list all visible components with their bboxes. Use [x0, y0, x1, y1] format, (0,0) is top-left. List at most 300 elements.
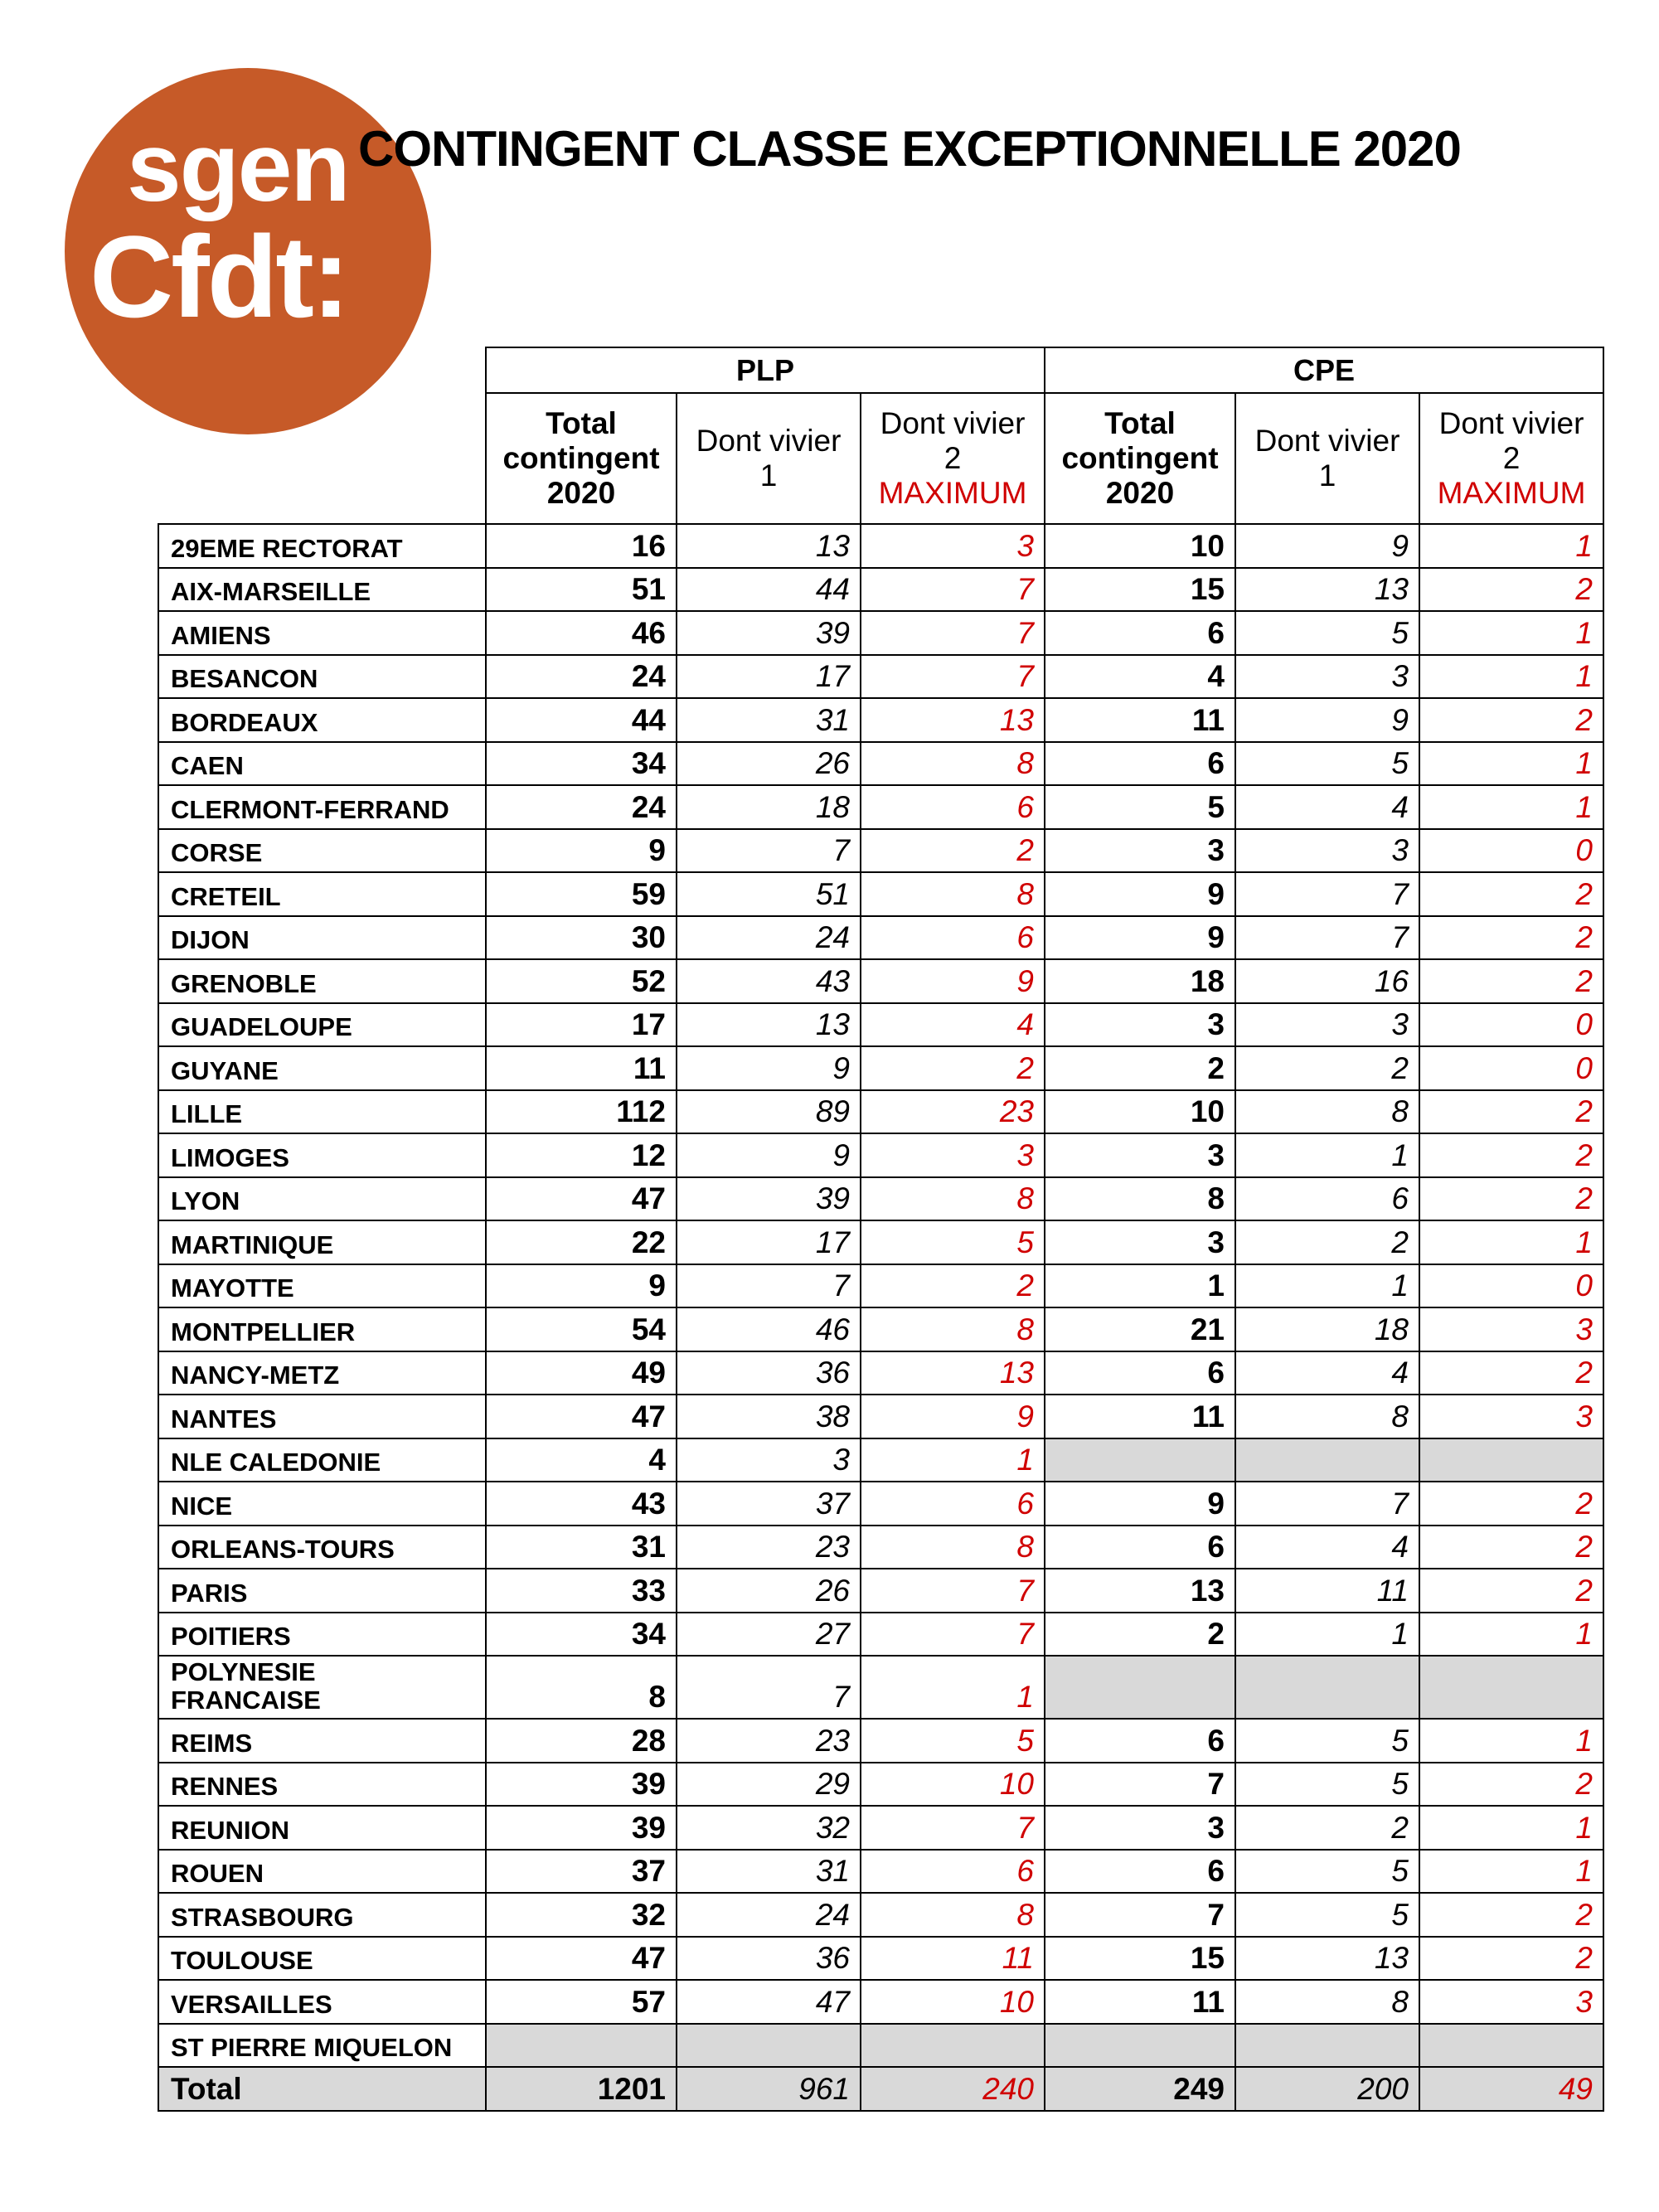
- cell-plp-total: 9: [486, 829, 677, 873]
- cell-plp-vivier2: 7: [861, 1806, 1045, 1850]
- row-academie-name: TOULOUSE: [158, 1937, 486, 1981]
- col-header-vivier1-plp: Dont vivier 1: [677, 393, 861, 524]
- total-plp-vivier2: 240: [861, 2067, 1045, 2111]
- row-academie-name: CAEN: [158, 742, 486, 786]
- row-academie-name: LIMOGES: [158, 1133, 486, 1177]
- cell-cpe-vivier2: 2: [1419, 1526, 1603, 1569]
- cell-cpe-total-empty: [1045, 1438, 1235, 1482]
- logo-text-cfdt: Cfdt:: [90, 211, 348, 342]
- cell-plp-total: 37: [486, 1850, 677, 1894]
- cell-plp-total: 24: [486, 785, 677, 829]
- cell-plp-total: 9: [486, 1264, 677, 1308]
- cell-plp-vivier2: 7: [861, 655, 1045, 699]
- cell-plp-vivier1: 31: [677, 698, 861, 742]
- cell-cpe-vivier1: 18: [1235, 1307, 1419, 1351]
- cell-plp-vivier2: 5: [861, 1719, 1045, 1763]
- cell-plp-vivier1: 39: [677, 611, 861, 655]
- table-row: [158, 1395, 1603, 1438]
- cell-plp-vivier2: 5: [861, 1220, 1045, 1264]
- cell-plp-total: 17: [486, 1003, 677, 1047]
- col-header-total-cpe: Total contingent 2020: [1045, 393, 1235, 524]
- cell-plp-vivier1: 9: [677, 1133, 861, 1177]
- cell-plp-vivier2: 7: [861, 568, 1045, 612]
- cell-cpe-vivier2: 3: [1419, 1980, 1603, 2024]
- cell-cpe-vivier1: 7: [1235, 916, 1419, 960]
- table-row: [158, 1482, 1603, 1526]
- table-row: [158, 655, 1603, 699]
- row-academie-name: MARTINIQUE: [158, 1220, 486, 1264]
- cell-cpe-total: 3: [1045, 829, 1235, 873]
- row-academie-name-line: FRANCAISE: [171, 1686, 321, 1715]
- cell-cpe-vivier1: 5: [1235, 1850, 1419, 1894]
- cell-cpe-vivier2: 0: [1419, 829, 1603, 873]
- cell-cpe-total: 15: [1045, 568, 1235, 612]
- table-row: [158, 1937, 1603, 1981]
- cell-cpe-vivier1: 4: [1235, 1526, 1419, 1569]
- cell-plp-total: 4: [486, 1438, 677, 1482]
- cell-plp-total: 33: [486, 1569, 677, 1613]
- cell-cpe-vivier1: 8: [1235, 1090, 1419, 1134]
- cell-cpe-vivier2: 2: [1419, 568, 1603, 612]
- cell-cpe-total: 6: [1045, 1850, 1235, 1894]
- cell-plp-vivier1: 13: [677, 1003, 861, 1047]
- cell-cpe-vivier1: 4: [1235, 785, 1419, 829]
- table-row: [158, 829, 1603, 873]
- cell-cpe-vivier2: 2: [1419, 1351, 1603, 1395]
- cell-plp-vivier1: 43: [677, 959, 861, 1003]
- col-header-vivier2-cpe: Dont vivier 2 MAXIMUM: [1419, 393, 1603, 524]
- table-row: [158, 1569, 1603, 1613]
- cell-plp-vivier2: 6: [861, 1850, 1045, 1894]
- cell-cpe-vivier2: 1: [1419, 1719, 1603, 1763]
- cell-plp-vivier1: 31: [677, 1850, 861, 1894]
- cell-plp-vivier2: 2: [861, 829, 1045, 873]
- cell-plp-vivier2: 7: [861, 1569, 1045, 1613]
- cell-cpe-total: 3: [1045, 1806, 1235, 1850]
- row-academie-name: REUNION: [158, 1806, 486, 1850]
- table-row: [158, 742, 1603, 786]
- cell-cpe-vivier1: 5: [1235, 1719, 1419, 1763]
- table-row: [158, 916, 1603, 960]
- cell-cpe-total: 4: [1045, 655, 1235, 699]
- row-academie-name: GRENOBLE: [158, 959, 486, 1003]
- cell-plp-total: 44: [486, 698, 677, 742]
- cell-plp-total: 51: [486, 568, 677, 612]
- cell-plp-vivier2: 6: [861, 785, 1045, 829]
- cell-cpe-total: 21: [1045, 1307, 1235, 1351]
- cell-plp-vivier1: 47: [677, 1980, 861, 2024]
- cell-plp-vivier1: 27: [677, 1613, 861, 1657]
- row-academie-name: DIJON: [158, 916, 486, 960]
- cell-plp-total: 28: [486, 1719, 677, 1763]
- cell-cpe-vivier2: 1: [1419, 524, 1603, 568]
- cell-cpe-total: 7: [1045, 1763, 1235, 1807]
- row-academie-name: CRETEIL: [158, 872, 486, 916]
- cell-plp-vivier2: 6: [861, 916, 1045, 960]
- cell-plp-vivier2: 11: [861, 1937, 1045, 1981]
- row-academie-name: BESANCON: [158, 655, 486, 699]
- cell-plp-vivier2: 4: [861, 1003, 1045, 1047]
- cell-cpe-vivier1: 8: [1235, 1395, 1419, 1438]
- col-header-vivier1-cpe: Dont vivier 1: [1235, 393, 1419, 524]
- table-row: [158, 1177, 1603, 1221]
- cell-plp-total: 57: [486, 1980, 677, 2024]
- cell-cpe-vivier2: 1: [1419, 1806, 1603, 1850]
- table-row: [158, 1656, 1603, 1719]
- cell-cpe-total: 2: [1045, 1613, 1235, 1657]
- cell-plp-vivier2: 1: [861, 1656, 1045, 1719]
- row-academie-name: VERSAILLES: [158, 1980, 486, 2024]
- table-row: [158, 1438, 1603, 1482]
- cell-plp-vivier2: 9: [861, 1395, 1045, 1438]
- cell-cpe-vivier2-empty: [1419, 2024, 1603, 2068]
- cell-cpe-total: 3: [1045, 1220, 1235, 1264]
- cell-cpe-vivier1: 5: [1235, 611, 1419, 655]
- cell-plp-total: 49: [486, 1351, 677, 1395]
- cell-plp-vivier2: 3: [861, 524, 1045, 568]
- cell-plp-total: 11: [486, 1046, 677, 1090]
- cell-plp-total-empty: [486, 2024, 677, 2068]
- cell-plp-vivier1: 38: [677, 1395, 861, 1438]
- cell-cpe-vivier1: 1: [1235, 1613, 1419, 1657]
- table-row: [158, 872, 1603, 916]
- cell-cpe-vivier1-empty: [1235, 1438, 1419, 1482]
- cell-plp-vivier1: 18: [677, 785, 861, 829]
- cell-cpe-vivier2: 1: [1419, 1220, 1603, 1264]
- cell-plp-total: 32: [486, 1893, 677, 1937]
- cell-cpe-vivier2: 2: [1419, 1937, 1603, 1981]
- cell-cpe-vivier1: 8: [1235, 1980, 1419, 2024]
- cell-cpe-vivier1: 2: [1235, 1220, 1419, 1264]
- cell-cpe-total: 15: [1045, 1937, 1235, 1981]
- cell-plp-vivier2: 7: [861, 611, 1045, 655]
- cell-cpe-vivier2: 2: [1419, 1893, 1603, 1937]
- cell-cpe-total: 10: [1045, 524, 1235, 568]
- cell-cpe-vivier2: 1: [1419, 785, 1603, 829]
- cell-cpe-vivier1: 13: [1235, 1937, 1419, 1981]
- cell-cpe-total: 10: [1045, 1090, 1235, 1134]
- cell-cpe-vivier2: 3: [1419, 1307, 1603, 1351]
- cell-cpe-vivier2: 2: [1419, 959, 1603, 1003]
- cell-cpe-total: 2: [1045, 1046, 1235, 1090]
- cell-cpe-total: 11: [1045, 1395, 1235, 1438]
- cell-cpe-vivier1-empty: [1235, 2024, 1419, 2068]
- cell-plp-total: 24: [486, 655, 677, 699]
- table-row: [158, 1806, 1603, 1850]
- table-row: [158, 959, 1603, 1003]
- cell-plp-total: 34: [486, 1613, 677, 1657]
- cell-plp-total: 46: [486, 611, 677, 655]
- cell-cpe-vivier1: 7: [1235, 1482, 1419, 1526]
- cell-cpe-vivier1: 16: [1235, 959, 1419, 1003]
- cell-cpe-vivier2: 2: [1419, 1133, 1603, 1177]
- cell-plp-vivier1: 7: [677, 1656, 861, 1719]
- cell-cpe-vivier2: 2: [1419, 1569, 1603, 1613]
- cell-cpe-total: 9: [1045, 1482, 1235, 1526]
- row-academie-name: AIX-MARSEILLE: [158, 568, 486, 612]
- cell-cpe-total: 3: [1045, 1133, 1235, 1177]
- group-header-cpe: CPE: [1045, 347, 1603, 393]
- table-row: [158, 1264, 1603, 1308]
- cell-cpe-total: 6: [1045, 1719, 1235, 1763]
- cell-cpe-vivier2: 2: [1419, 872, 1603, 916]
- col-header-total-plp: Total contingent 2020: [486, 393, 677, 524]
- row-academie-name: NICE: [158, 1482, 486, 1526]
- cell-cpe-vivier1: 1: [1235, 1264, 1419, 1308]
- cell-cpe-total: 11: [1045, 698, 1235, 742]
- cell-plp-vivier1: 39: [677, 1177, 861, 1221]
- cell-cpe-vivier1: 5: [1235, 1893, 1419, 1937]
- cell-cpe-vivier2: 1: [1419, 611, 1603, 655]
- cell-plp-total: 8: [486, 1656, 677, 1719]
- cell-plp-vivier1: 29: [677, 1763, 861, 1807]
- cell-cpe-vivier2: 0: [1419, 1003, 1603, 1047]
- cell-plp-vivier1: 46: [677, 1307, 861, 1351]
- cell-cpe-vivier1: 3: [1235, 829, 1419, 873]
- cell-cpe-total-empty: [1045, 1656, 1235, 1719]
- cell-plp-vivier2: 6: [861, 1482, 1045, 1526]
- cell-cpe-total: 9: [1045, 872, 1235, 916]
- cell-plp-total: 39: [486, 1806, 677, 1850]
- total-plp-total: 1201: [486, 2067, 677, 2111]
- cell-cpe-vivier1: 6: [1235, 1177, 1419, 1221]
- row-academie-name: REIMS: [158, 1719, 486, 1763]
- cell-cpe-vivier1: 3: [1235, 655, 1419, 699]
- cell-plp-vivier1: 24: [677, 1893, 861, 1937]
- cell-cpe-vivier2-empty: [1419, 1438, 1603, 1482]
- cell-plp-vivier2: 10: [861, 1980, 1045, 2024]
- cell-cpe-total: 13: [1045, 1569, 1235, 1613]
- cell-plp-vivier1: 17: [677, 1220, 861, 1264]
- total-cpe-vivier2: 49: [1419, 2067, 1603, 2111]
- cell-cpe-total: 3: [1045, 1003, 1235, 1047]
- cell-plp-vivier1: 23: [677, 1526, 861, 1569]
- cell-plp-total: 16: [486, 524, 677, 568]
- cell-cpe-vivier1: 9: [1235, 698, 1419, 742]
- cell-plp-vivier1: 26: [677, 1569, 861, 1613]
- table-row: [158, 1351, 1603, 1395]
- cell-plp-vivier1: 7: [677, 829, 861, 873]
- corner-blank: [158, 347, 486, 393]
- row-academie-name: [158, 1656, 486, 1719]
- row-academie-name: NANCY-METZ: [158, 1351, 486, 1395]
- cell-cpe-vivier2: 2: [1419, 1090, 1603, 1134]
- row-academie-name: ST PIERRE MIQUELON: [158, 2024, 486, 2068]
- row-academie-name: NANTES: [158, 1395, 486, 1438]
- cell-cpe-vivier2: 2: [1419, 1763, 1603, 1807]
- cell-plp-total: 47: [486, 1937, 677, 1981]
- table-row: [158, 1046, 1603, 1090]
- cell-plp-vivier1: 9: [677, 1046, 861, 1090]
- row-academie-name: PARIS: [158, 1569, 486, 1613]
- cell-plp-vivier1: 89: [677, 1090, 861, 1134]
- cell-plp-vivier1-empty: [677, 2024, 861, 2068]
- cell-cpe-total: 8: [1045, 1177, 1235, 1221]
- cell-cpe-total: 6: [1045, 611, 1235, 655]
- row-academie-name: STRASBOURG: [158, 1893, 486, 1937]
- cell-plp-vivier2: 3: [861, 1133, 1045, 1177]
- row-academie-name: ORLEANS-TOURS: [158, 1526, 486, 1569]
- cell-plp-vivier2: 2: [861, 1264, 1045, 1308]
- row-academie-name: 29EME RECTORAT: [158, 524, 486, 568]
- cell-plp-vivier1: 36: [677, 1351, 861, 1395]
- cell-plp-vivier1: 23: [677, 1719, 861, 1763]
- contingent-table: [158, 347, 1604, 2112]
- table-row: [158, 568, 1603, 612]
- corner-blank: [158, 393, 486, 524]
- cell-cpe-vivier2-empty: [1419, 1656, 1603, 1719]
- table-row: [158, 1090, 1603, 1134]
- cell-cpe-total: 7: [1045, 1893, 1235, 1937]
- cell-plp-total: 59: [486, 872, 677, 916]
- cell-plp-vivier1: 36: [677, 1937, 861, 1981]
- row-academie-name: ROUEN: [158, 1850, 486, 1894]
- table-row: [158, 1893, 1603, 1937]
- row-academie-name: AMIENS: [158, 611, 486, 655]
- cell-cpe-total: 6: [1045, 1526, 1235, 1569]
- cell-plp-vivier2: 8: [861, 1177, 1045, 1221]
- cell-plp-vivier2: 8: [861, 1526, 1045, 1569]
- cell-plp-total: 52: [486, 959, 677, 1003]
- row-academie-name: GUYANE: [158, 1046, 486, 1090]
- cell-plp-total: 30: [486, 916, 677, 960]
- cell-cpe-vivier2: 2: [1419, 916, 1603, 960]
- cell-plp-total: 43: [486, 1482, 677, 1526]
- cell-cpe-vivier1: 2: [1235, 1806, 1419, 1850]
- cell-plp-vivier1: 24: [677, 916, 861, 960]
- cell-plp-vivier2: 7: [861, 1613, 1045, 1657]
- cell-cpe-vivier2: 2: [1419, 698, 1603, 742]
- col-header-vivier2-plp: Dont vivier 2 MAXIMUM: [861, 393, 1045, 524]
- row-academie-name: LYON: [158, 1177, 486, 1221]
- cell-cpe-total: 6: [1045, 1351, 1235, 1395]
- page-title: CONTINGENT CLASSE EXCEPTIONNELLE 2020: [358, 121, 1461, 177]
- table-row: [158, 1850, 1603, 1894]
- table-row: [158, 524, 1603, 568]
- table-row: [158, 1763, 1603, 1807]
- table-row: [158, 611, 1603, 655]
- cell-plp-total: 31: [486, 1526, 677, 1569]
- total-row: [158, 2067, 1603, 2111]
- table-row: [158, 1307, 1603, 1351]
- table-row: [158, 1613, 1603, 1657]
- cell-cpe-vivier2: 2: [1419, 1177, 1603, 1221]
- cell-plp-vivier2: 23: [861, 1090, 1045, 1134]
- cell-cpe-vivier2: 3: [1419, 1395, 1603, 1438]
- cell-plp-vivier1: 3: [677, 1438, 861, 1482]
- table-row: [158, 1133, 1603, 1177]
- cell-cpe-vivier2: 0: [1419, 1264, 1603, 1308]
- cell-plp-vivier1: 32: [677, 1806, 861, 1850]
- table-row: [158, 1980, 1603, 2024]
- table-row: [158, 1220, 1603, 1264]
- cell-plp-total: 47: [486, 1177, 677, 1221]
- total-label: Total: [158, 2067, 486, 2111]
- cell-plp-vivier2: 1: [861, 1438, 1045, 1482]
- cell-cpe-total-empty: [1045, 2024, 1235, 2068]
- cell-cpe-vivier1: 4: [1235, 1351, 1419, 1395]
- cell-cpe-vivier2: 0: [1419, 1046, 1603, 1090]
- cell-plp-vivier2: 8: [861, 872, 1045, 916]
- cell-plp-total: 39: [486, 1763, 677, 1807]
- total-cpe-total: 249: [1045, 2067, 1235, 2111]
- cell-cpe-total: 18: [1045, 959, 1235, 1003]
- cell-cpe-total: 5: [1045, 785, 1235, 829]
- table-row: [158, 785, 1603, 829]
- cell-cpe-vivier1: 5: [1235, 742, 1419, 786]
- cell-plp-total: 34: [486, 742, 677, 786]
- cell-cpe-vivier1: 2: [1235, 1046, 1419, 1090]
- cell-plp-total: 112: [486, 1090, 677, 1134]
- table-row: [158, 1003, 1603, 1047]
- cell-plp-vivier2: 13: [861, 1351, 1045, 1395]
- cell-cpe-vivier1: 5: [1235, 1763, 1419, 1807]
- row-academie-name: POITIERS: [158, 1613, 486, 1657]
- row-academie-name: MONTPELLIER: [158, 1307, 486, 1351]
- cell-plp-vivier2-empty: [861, 2024, 1045, 2068]
- table-row: [158, 698, 1603, 742]
- cell-cpe-vivier1: 3: [1235, 1003, 1419, 1047]
- table-row: [158, 1526, 1603, 1569]
- cell-cpe-vivier1: 9: [1235, 524, 1419, 568]
- cell-cpe-vivier1-empty: [1235, 1656, 1419, 1719]
- cell-plp-vivier2: 9: [861, 959, 1045, 1003]
- cell-cpe-vivier2: 2: [1419, 1482, 1603, 1526]
- row-academie-name-line: POLYNESIE: [171, 1657, 316, 1686]
- total-cpe-vivier1: 200: [1235, 2067, 1419, 2111]
- cell-plp-vivier2: 8: [861, 1893, 1045, 1937]
- logo-text-sgen: sgen: [127, 113, 349, 222]
- row-academie-name: CLERMONT-FERRAND: [158, 785, 486, 829]
- cell-plp-vivier2: 8: [861, 742, 1045, 786]
- cell-cpe-vivier1: 7: [1235, 872, 1419, 916]
- cell-cpe-total: 9: [1045, 916, 1235, 960]
- cell-plp-vivier1: 37: [677, 1482, 861, 1526]
- cell-cpe-vivier2: 1: [1419, 1613, 1603, 1657]
- cell-cpe-total: 1: [1045, 1264, 1235, 1308]
- cell-plp-vivier1: 26: [677, 742, 861, 786]
- cell-cpe-vivier1: 1: [1235, 1133, 1419, 1177]
- group-header-plp: PLP: [486, 347, 1045, 393]
- cell-plp-total: 22: [486, 1220, 677, 1264]
- cell-plp-total: 12: [486, 1133, 677, 1177]
- cell-cpe-vivier2: 1: [1419, 655, 1603, 699]
- row-academie-name: CORSE: [158, 829, 486, 873]
- table-row: [158, 2024, 1603, 2068]
- total-plp-vivier1: 961: [677, 2067, 861, 2111]
- row-academie-name: MAYOTTE: [158, 1264, 486, 1308]
- cell-plp-vivier1: 44: [677, 568, 861, 612]
- cell-plp-total: 54: [486, 1307, 677, 1351]
- cell-plp-vivier2: 2: [861, 1046, 1045, 1090]
- table-row: [158, 1719, 1603, 1763]
- row-academie-name: BORDEAUX: [158, 698, 486, 742]
- cell-cpe-total: 6: [1045, 742, 1235, 786]
- cell-cpe-vivier1: 11: [1235, 1569, 1419, 1613]
- row-academie-name: GUADELOUPE: [158, 1003, 486, 1047]
- cell-cpe-vivier2: 1: [1419, 742, 1603, 786]
- row-academie-name: LILLE: [158, 1090, 486, 1134]
- cell-plp-vivier2: 10: [861, 1763, 1045, 1807]
- row-academie-name: NLE CALEDONIE: [158, 1438, 486, 1482]
- cell-cpe-vivier1: 13: [1235, 568, 1419, 612]
- cell-plp-vivier2: 13: [861, 698, 1045, 742]
- cell-plp-vivier2: 8: [861, 1307, 1045, 1351]
- cell-plp-vivier1: 17: [677, 655, 861, 699]
- cell-plp-vivier1: 7: [677, 1264, 861, 1308]
- cell-plp-total: 47: [486, 1395, 677, 1438]
- cell-plp-vivier1: 51: [677, 872, 861, 916]
